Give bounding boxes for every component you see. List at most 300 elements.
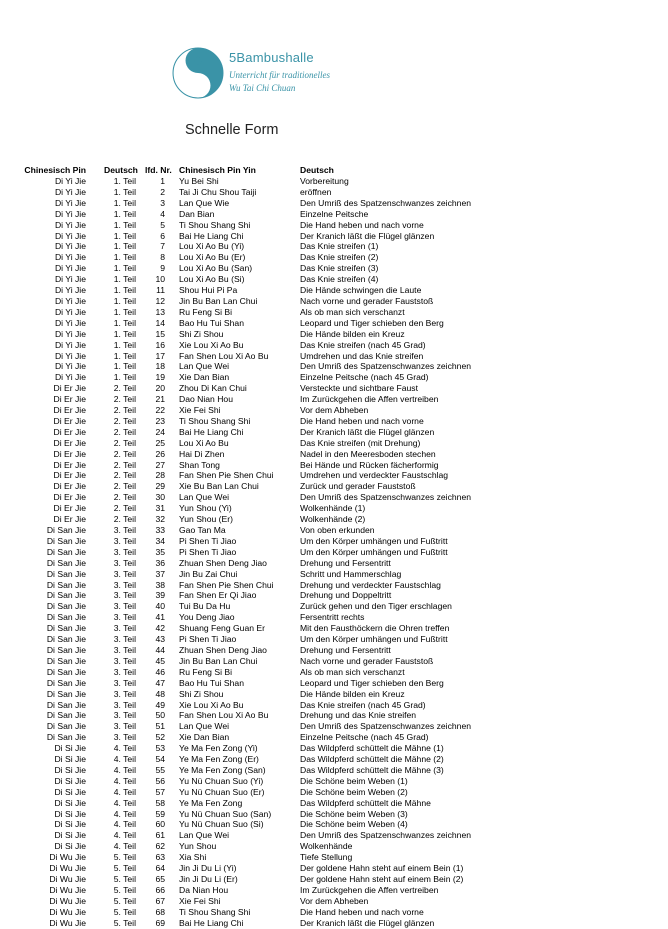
move-pinyin: Shi Zi Shou: [179, 328, 224, 339]
section-german: 2. Teil: [113, 459, 136, 470]
move-pinyin: Dao Nian Hou: [179, 394, 233, 405]
table-row: [0, 296, 668, 307]
sequence-number: 2: [160, 186, 165, 197]
section-chinese: Di San Jie: [46, 688, 86, 699]
move-pinyin: Fan Shen Er Qi Jiao: [179, 590, 257, 601]
table-row: [0, 329, 668, 340]
move-pinyin: Bai He Liang Chi: [179, 426, 244, 437]
move-german: Das Wildpferd schüttelt die Mähne (2): [300, 754, 444, 765]
table-row: [0, 274, 668, 285]
move-pinyin: Ye Ma Fen Zong (Er): [179, 754, 259, 765]
move-pinyin: Yun Shou (Yi): [179, 503, 232, 514]
move-german: Die Schöne beim Weben (2): [300, 786, 408, 797]
move-pinyin: Fan Shen Lou Xi Ao Bu: [179, 350, 269, 361]
section-chinese: Di Wu Jie: [49, 906, 86, 917]
sequence-number: 25: [155, 437, 165, 448]
table-row: [0, 623, 668, 634]
table-row: [0, 809, 668, 820]
move-german: Nach vorne und gerader Fauststoß: [300, 295, 434, 306]
move-german: Den Umriß des Spatzenschwanzes zeichnen: [300, 492, 472, 503]
sequence-number: 66: [155, 884, 165, 895]
sequence-number: 42: [155, 623, 165, 634]
move-german: Der Kranich läßt die Flügel glänzen: [300, 230, 435, 241]
sequence-number: 69: [155, 917, 165, 928]
section-chinese: Di Yi Jie: [54, 263, 86, 274]
move-german: Den Umriß des Spatzenschwanzes zeichnen: [300, 361, 472, 372]
sequence-number: 30: [155, 492, 165, 503]
table-row: [0, 547, 668, 558]
section-german: 3. Teil: [113, 525, 136, 535]
move-german: Als ob man sich verschanzt: [300, 306, 405, 317]
section-german: 5. Teil: [113, 852, 136, 863]
move-pinyin: Zhou Di Kan Chui: [179, 383, 247, 394]
table-header: [0, 165, 668, 176]
move-german: Die Schöne beim Weben (1): [300, 775, 408, 786]
section-german: 1. Teil: [113, 197, 136, 208]
table-row: [0, 678, 668, 689]
section-chinese: Di Wu Jie: [49, 917, 86, 928]
section-chinese: Di Yi Jie: [54, 274, 86, 285]
section-chinese: Di San Jie: [46, 655, 86, 666]
section-german: 3. Teil: [113, 546, 136, 557]
section-german: 1. Teil: [113, 295, 136, 306]
section-chinese: Di Yi Jie: [54, 176, 86, 186]
move-german: Den Umriß des Spatzenschwanzes zeichnen: [300, 197, 472, 208]
table-row: [0, 798, 668, 809]
move-pinyin: Ti Shou Shang Shi: [179, 415, 251, 426]
section-chinese: Di San Jie: [46, 557, 86, 568]
move-german: Einzelne Peitsche: [300, 208, 369, 219]
move-german: Bei Hände und Rücken fächerformig: [300, 459, 439, 470]
section-chinese: Di Er Jie: [53, 405, 86, 416]
section-german: 1. Teil: [113, 350, 136, 361]
table-row: [0, 689, 668, 700]
sequence-number: 32: [155, 514, 165, 525]
sequence-number: 45: [155, 655, 165, 666]
table-row: [0, 918, 668, 929]
table-row: [0, 700, 668, 711]
table-row: [0, 896, 668, 907]
section-german: 1. Teil: [113, 361, 136, 372]
move-pinyin: Lou Xi Ao Bu (Yi): [179, 241, 245, 252]
move-pinyin: Shuang Feng Guan Er: [179, 623, 265, 634]
table-row: [0, 460, 668, 471]
section-german: 3. Teil: [113, 623, 136, 634]
section-german: 1. Teil: [113, 186, 136, 197]
move-pinyin: Jin Ji Du Li (Er): [179, 874, 238, 884]
sequence-number: 40: [155, 601, 165, 612]
move-pinyin: Xie Lou Xi Ao Bu: [179, 339, 244, 350]
move-pinyin: Ti Shou Shang Shi: [179, 906, 251, 917]
section-german: 4. Teil: [113, 743, 136, 754]
header-chinese-pin: Chinesisch Pin: [24, 165, 86, 175]
move-german: Das Knie streifen (nach 45 Grad): [300, 339, 426, 350]
move-pinyin: Da Nian Hou: [179, 884, 229, 895]
move-german: Drehung und das Knie streifen: [300, 710, 417, 721]
section-german: 1. Teil: [113, 339, 136, 350]
sequence-number: 61: [155, 830, 165, 841]
sequence-number: 24: [155, 426, 165, 437]
move-pinyin: Yun Shou: [179, 841, 217, 852]
section-chinese: Di Yi Jie: [54, 230, 86, 241]
table-row: [0, 819, 668, 830]
table-row: [0, 209, 668, 220]
section-chinese: Di Yi Jie: [54, 317, 86, 328]
section-chinese: Di San Jie: [46, 710, 86, 721]
table-row: [0, 449, 668, 460]
section-chinese: Di Er Jie: [53, 383, 86, 394]
move-german: Das Knie streifen (mit Drehung): [300, 437, 421, 448]
section-chinese: Di Si Jie: [54, 819, 86, 830]
move-german: Vor dem Abheben: [300, 895, 369, 906]
sequence-number: 31: [155, 503, 165, 514]
table-row: [0, 841, 668, 852]
move-german: Leopard und Tiger schieben den Berg: [300, 677, 444, 688]
section-chinese: Di Si Jie: [54, 764, 86, 775]
move-german: Nadel in den Meeresboden stechen: [300, 448, 436, 459]
section-german: 2. Teil: [113, 383, 136, 394]
section-chinese: Di Si Jie: [54, 743, 86, 754]
sequence-number: 41: [155, 612, 165, 623]
section-chinese: Di Si Jie: [54, 841, 86, 852]
section-chinese: Di Yi Jie: [54, 186, 86, 197]
move-pinyin: Lou Xi Ao Bu (Si): [179, 274, 245, 285]
sequence-number: 33: [155, 525, 165, 535]
table-row: [0, 787, 668, 798]
section-chinese: Di Yi Jie: [54, 339, 86, 350]
move-pinyin: Yun Shou (Er): [179, 514, 233, 525]
sequence-number: 59: [155, 808, 165, 819]
sequence-number: 50: [155, 710, 165, 721]
section-german: 3. Teil: [113, 568, 136, 579]
move-german: Einzelne Peitsche (nach 45 Grad): [300, 372, 429, 383]
sequence-number: 57: [155, 786, 165, 797]
table-row: [0, 743, 668, 754]
sequence-number: 63: [155, 852, 165, 863]
section-german: 4. Teil: [113, 808, 136, 819]
sequence-number: 62: [155, 841, 165, 852]
table-row: [0, 536, 668, 547]
section-german: 1. Teil: [113, 252, 136, 263]
sequence-number: 39: [155, 590, 165, 601]
section-chinese: Di Yi Jie: [54, 219, 86, 230]
section-german: 3. Teil: [113, 601, 136, 612]
section-german: 1. Teil: [113, 241, 136, 252]
move-pinyin: Bai He Liang Chi: [179, 230, 244, 241]
move-pinyin: Ye Ma Fen Zong (Yi): [179, 743, 258, 754]
header-german-name: Deutsch: [300, 165, 334, 175]
move-pinyin: Jin Bu Zai Chui: [179, 568, 238, 579]
table-row: [0, 340, 668, 351]
move-german: Den Umriß des Spatzenschwanzes zeichnen: [300, 721, 472, 732]
section-german: 1. Teil: [113, 208, 136, 219]
section-german: 1. Teil: [113, 328, 136, 339]
move-german: Wolkenhände: [300, 841, 353, 852]
section-chinese: Di Si Jie: [54, 775, 86, 786]
table-row: [0, 220, 668, 231]
sequence-number: 56: [155, 775, 165, 786]
sequence-number: 58: [155, 797, 165, 808]
move-pinyin: Bao Hu Tui Shan: [179, 677, 244, 688]
section-chinese: Di Si Jie: [54, 808, 86, 819]
move-pinyin: Yu Nü Chuan Suo (Yi): [179, 775, 264, 786]
section-german: 4. Teil: [113, 819, 136, 830]
table-row: [0, 645, 668, 656]
section-chinese: Di Er Jie: [53, 470, 86, 481]
move-pinyin: Ye Ma Fen Zong: [179, 797, 243, 808]
section-german: 2. Teil: [113, 492, 136, 503]
move-german: Der Kranich läßt die Flügel glänzen: [300, 917, 435, 928]
sequence-number: 14: [155, 317, 165, 328]
table-row: [0, 263, 668, 274]
table-row: [0, 580, 668, 591]
table-row: [0, 187, 668, 198]
table-row: [0, 176, 668, 187]
section-chinese: Di San Jie: [46, 568, 86, 579]
move-german: Das Wildpferd schüttelt die Mähne: [300, 797, 431, 808]
section-german: 5. Teil: [113, 874, 136, 884]
sequence-number: 37: [155, 568, 165, 579]
move-german: Um den Körper umhängen und Fußtritt: [300, 546, 448, 557]
section-german: 3. Teil: [113, 644, 136, 655]
section-german: 1. Teil: [113, 285, 136, 296]
table-row: [0, 710, 668, 721]
section-chinese: Di Wu Jie: [49, 852, 86, 863]
table-row: [0, 601, 668, 612]
sequence-number: 9: [160, 263, 165, 274]
sequence-number: 22: [155, 405, 165, 416]
section-chinese: Di San Jie: [46, 546, 86, 557]
move-german: Leopard und Tiger schieben den Berg: [300, 317, 444, 328]
move-pinyin: Pi Shen Ti Jiao: [179, 546, 237, 557]
section-german: 4. Teil: [113, 764, 136, 775]
section-chinese: Di Yi Jie: [54, 306, 86, 317]
section-german: 2. Teil: [113, 437, 136, 448]
table-row: [0, 874, 668, 885]
move-german: Das Wildpferd schüttelt die Mähne (1): [300, 743, 444, 754]
section-german: 3. Teil: [113, 612, 136, 623]
section-chinese: Di Si Jie: [54, 754, 86, 765]
table-row: [0, 492, 668, 503]
table-row: [0, 732, 668, 743]
move-german: Das Knie streifen (2): [300, 252, 379, 263]
section-german: 1. Teil: [113, 274, 136, 285]
table-row: [0, 427, 668, 438]
move-german: Umdrehen und das Knie streifen: [300, 350, 424, 361]
sequence-number: 8: [160, 252, 165, 263]
section-german: 2. Teil: [113, 405, 136, 416]
move-pinyin: Lou Xi Ao Bu (Er): [179, 252, 246, 263]
move-german: Versteckte und sichtbare Faust: [300, 383, 418, 394]
section-german: 2. Teil: [113, 503, 136, 514]
table-row: [0, 361, 668, 372]
table-row: [0, 252, 668, 263]
table-row: [0, 863, 668, 874]
header-sequence-number: lfd. Nr.: [145, 165, 172, 175]
section-chinese: Di Yi Jie: [54, 285, 86, 296]
move-pinyin: Xie Fei Shi: [179, 405, 221, 416]
move-pinyin: You Deng Jiao: [179, 612, 235, 623]
yin-yang-icon: [172, 47, 224, 99]
sequence-number: 3: [160, 197, 165, 208]
move-german: Drehung und Doppeltritt: [300, 590, 392, 601]
section-chinese: Di Yi Jie: [54, 252, 86, 263]
move-pinyin: Xie Fei Shi: [179, 895, 221, 906]
sequence-number: 48: [155, 688, 165, 699]
section-chinese: Di San Jie: [46, 579, 86, 590]
table-row: [0, 852, 668, 863]
section-german: 3. Teil: [113, 732, 136, 743]
move-pinyin: Lan Que Wei: [179, 492, 230, 503]
move-pinyin: Bai He Liang Chi: [179, 917, 244, 928]
sequence-number: 46: [155, 666, 165, 677]
sequence-number: 53: [155, 743, 165, 754]
move-pinyin: Fan Shen Pie Shen Chui: [179, 470, 274, 481]
move-german: Wolkenhände (1): [300, 503, 366, 514]
section-chinese: Di San Jie: [46, 612, 86, 623]
section-chinese: Di Er Jie: [53, 415, 86, 426]
section-chinese: Di Si Jie: [54, 797, 86, 808]
section-chinese: Di San Jie: [46, 677, 86, 688]
section-chinese: Di Er Jie: [53, 437, 86, 448]
move-pinyin: Xie Dan Bian: [179, 372, 230, 383]
section-chinese: Di Er Jie: [53, 481, 86, 492]
table-row: [0, 383, 668, 394]
section-german: 3. Teil: [113, 579, 136, 590]
move-german: Die Hände bilden ein Kreuz: [300, 328, 405, 339]
move-pinyin: Lou Xi Ao Bu: [179, 437, 229, 448]
table-row: [0, 885, 668, 896]
move-pinyin: Xie Bu Ban Lan Chui: [179, 481, 259, 492]
move-pinyin: Zhuan Shen Deng Jiao: [179, 557, 267, 568]
move-german: Das Knie streifen (3): [300, 263, 379, 274]
move-pinyin: Shi Zi Shou: [179, 688, 224, 699]
move-german: Im Zurückgehen die Affen vertreiben: [300, 884, 439, 895]
table-row: [0, 372, 668, 383]
section-chinese: Di San Jie: [46, 721, 86, 732]
move-german: Das Knie streifen (4): [300, 274, 379, 285]
move-german: Wolkenhände (2): [300, 514, 366, 525]
table-row: [0, 558, 668, 569]
sequence-number: 34: [155, 535, 165, 546]
sequence-number: 17: [155, 350, 165, 361]
section-chinese: Di Yi Jie: [54, 197, 86, 208]
move-german: Die Schöne beim Weben (4): [300, 819, 408, 830]
move-pinyin: Yu Nü Chuan Suo (Si): [179, 819, 264, 830]
move-german: Drehung und Fersentritt: [300, 557, 391, 568]
table-row: [0, 656, 668, 667]
section-chinese: Di Yi Jie: [54, 361, 86, 372]
section-chinese: Di Er Jie: [53, 514, 86, 525]
section-german: 5. Teil: [113, 906, 136, 917]
section-german: 4. Teil: [113, 830, 136, 841]
move-pinyin: Pi Shen Ti Jiao: [179, 535, 237, 546]
move-pinyin: Yu Bei Shi: [179, 176, 219, 186]
section-german: 1. Teil: [113, 230, 136, 241]
table-row: [0, 318, 668, 329]
move-german: Um den Körper umhängen und Fußtritt: [300, 535, 448, 546]
section-chinese: Di San Jie: [46, 623, 86, 634]
sequence-number: 38: [155, 579, 165, 590]
sequence-number: 65: [155, 874, 165, 884]
move-german: Die Schöne beim Weben (3): [300, 808, 408, 819]
move-pinyin: Tui Bu Da Hu: [179, 601, 231, 612]
move-german: Die Hände schwingen die Laute: [300, 285, 422, 296]
section-chinese: Di Er Jie: [53, 459, 86, 470]
sequence-number: 6: [160, 230, 165, 241]
section-german: 1. Teil: [113, 306, 136, 317]
table-row: [0, 754, 668, 765]
sequence-number: 52: [155, 732, 165, 743]
sequence-number: 16: [155, 339, 165, 350]
sequence-number: 11: [156, 285, 165, 296]
section-chinese: Di Yi Jie: [54, 350, 86, 361]
section-chinese: Di Er Jie: [53, 503, 86, 514]
move-german: Drehung und verdeckter Faustschlag: [300, 579, 441, 590]
section-german: 1. Teil: [113, 317, 136, 328]
table-row: [0, 241, 668, 252]
move-pinyin: Yu Nü Chuan Suo (Er): [179, 786, 265, 797]
section-german: 3. Teil: [113, 688, 136, 699]
move-pinyin: Gao Tan Ma: [179, 525, 226, 535]
sequence-number: 4: [160, 208, 165, 219]
move-pinyin: Yu Nü Chuan Suo (San): [179, 808, 272, 819]
sequence-number: 15: [155, 328, 165, 339]
section-german: 1. Teil: [113, 219, 136, 230]
table-row: [0, 416, 668, 427]
move-pinyin: Lan Que Wie: [179, 197, 230, 208]
section-german: 4. Teil: [113, 797, 136, 808]
move-german: Den Umriß des Spatzenschwanzes zeichnen: [300, 830, 472, 841]
section-german: 4. Teil: [113, 841, 136, 852]
section-german: 2. Teil: [113, 481, 136, 492]
sequence-number: 10: [155, 274, 165, 285]
table-row: [0, 830, 668, 841]
section-german: 3. Teil: [113, 535, 136, 546]
move-german: Einzelne Peitsche (nach 45 Grad): [300, 732, 429, 743]
header-chinese-pinyin: Chinesisch Pin Yin: [179, 165, 256, 175]
section-german: 3. Teil: [113, 710, 136, 721]
move-pinyin: Jin Bu Ban Lan Chui: [179, 655, 258, 666]
section-chinese: Di Yi Jie: [54, 372, 86, 383]
sequence-number: 19: [155, 372, 165, 383]
section-chinese: Di Si Jie: [54, 786, 86, 797]
move-pinyin: Xie Dan Bian: [179, 732, 230, 743]
move-pinyin: Pi Shen Ti Jiao: [179, 634, 237, 645]
sequence-number: 23: [155, 415, 165, 426]
table-row: [0, 634, 668, 645]
brand-tagline: Unterricht für traditionelles: [229, 70, 330, 80]
sequence-number: 35: [155, 546, 165, 557]
sequence-number: 27: [155, 459, 165, 470]
move-pinyin: Fan Shen Pie Shen Chui: [179, 579, 274, 590]
sequence-number: 36: [155, 557, 165, 568]
move-german: Das Knie streifen (1): [300, 241, 379, 252]
move-german: Der Kranich läßt die Flügel glänzen: [300, 426, 435, 437]
section-german: 3. Teil: [113, 557, 136, 568]
move-german: eröffnen: [300, 186, 332, 197]
move-pinyin: Tai Ji Chu Shou Taiji: [179, 186, 257, 197]
move-german: Die Hand heben und nach vorne: [300, 415, 424, 426]
move-german: Schritt und Hammerschlag: [300, 568, 402, 579]
section-german: 2. Teil: [113, 448, 136, 459]
move-german: Im Zurückgehen die Affen vertreiben: [300, 394, 439, 405]
sequence-number: 5: [160, 219, 165, 230]
section-chinese: Di Yi Jie: [54, 295, 86, 306]
move-pinyin: Xia Shi: [179, 852, 207, 863]
section-chinese: Di San Jie: [46, 601, 86, 612]
section-chinese: Di Er Jie: [53, 492, 86, 503]
